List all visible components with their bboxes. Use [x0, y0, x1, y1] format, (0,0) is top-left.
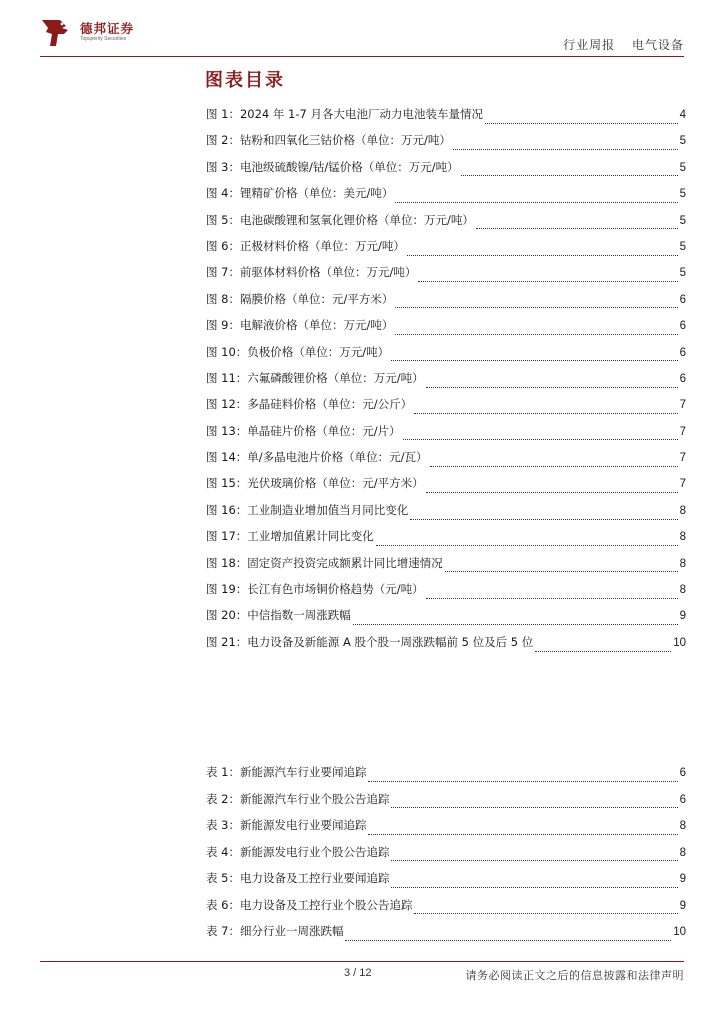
figure-toc-entry-label: 图 18：固定资产投资完成额累计同比增速情况 [206, 555, 443, 570]
figure-toc-entry[interactable] [206, 317, 686, 343]
dot-leader [391, 807, 677, 808]
figure-toc-entry[interactable] [206, 555, 686, 581]
table-toc-entry-label: 表 3：新能源发电行业要闻追踪 [206, 818, 367, 832]
figure-toc-entry-page: 5 [679, 240, 686, 253]
report-sector: 电气设备 [631, 38, 684, 52]
dot-leader [391, 860, 677, 861]
figure-toc-entry[interactable] [206, 185, 686, 211]
table-toc-entry[interactable] [206, 870, 686, 897]
figure-toc-entry[interactable] [206, 132, 686, 158]
figure-toc-entry-page: 5 [679, 161, 686, 174]
dot-leader [407, 255, 678, 256]
footer-divider [40, 961, 684, 962]
table-toc-entry-page: 8 [679, 820, 686, 832]
legal-disclaimer: 请务必阅读正文之后的信息披露和法律声明 [465, 969, 684, 982]
figure-toc-entry-label: 图 17：工业增加值累计同比变化 [206, 529, 374, 544]
dot-leader [353, 624, 678, 625]
figure-toc-entry-label: 图 1：2024 年 1-7 月各大电池厂动力电池装车量情况 [206, 107, 483, 121]
figure-toc-entry[interactable] [206, 370, 686, 396]
dot-leader [410, 519, 677, 520]
figure-toc-entry[interactable] [206, 528, 686, 554]
figure-toc-entry-label: 图 14：单/多晶电池片价格（单位：元/瓦） [206, 450, 428, 465]
dot-leader [426, 492, 678, 493]
figure-toc-entry[interactable] [206, 344, 686, 370]
table-toc-entry-page: 6 [679, 793, 686, 806]
table-toc-entry-page: 6 [679, 767, 686, 779]
dot-leader [461, 175, 678, 176]
table-toc-entry[interactable] [206, 844, 686, 871]
table-toc-entry-page: 9 [679, 873, 686, 885]
table-toc-entry-label: 表 7：细分行业一周涨跌幅 [206, 924, 344, 938]
figure-toc-entry-page: 5 [679, 267, 686, 280]
table-toc-entry-label: 表 1：新能源汽车行业要闻追踪 [206, 765, 367, 779]
dot-leader [535, 651, 671, 652]
figure-toc-entry[interactable] [206, 238, 686, 264]
dot-leader [414, 913, 677, 914]
page-number: 3 / 12 [344, 967, 372, 979]
figure-toc-entry-page: 9 [679, 610, 686, 623]
figure-toc-entry-page: 7 [679, 399, 686, 412]
logo-english-name: Topsperity Securities [80, 36, 127, 42]
dot-leader [414, 413, 677, 414]
figure-toc-entry-label: 图 21：电力设备及新能源 A 股个股一周涨跌幅前 5 位及后 5 位 [206, 634, 534, 649]
table-toc-entry[interactable] [206, 791, 686, 818]
company-logo [40, 16, 150, 50]
report-type: 行业周报 [563, 38, 616, 52]
figure-toc-entry-label: 图 11：六氟磷酸锂价格（单位：万元/吨） [206, 370, 424, 385]
figure-toc-entry[interactable] [206, 502, 686, 528]
dot-leader [395, 307, 677, 308]
figure-toc-entry[interactable] [206, 423, 686, 449]
figure-toc-entry-label: 图 5：电池碳酸锂和氢氧化锂价格（单位：万元/吨） [206, 212, 474, 227]
table-toc-entry[interactable] [206, 897, 686, 924]
figure-toc-entry-page: 7 [679, 452, 686, 465]
dot-leader [345, 940, 671, 941]
figure-toc-entry-page: 6 [679, 293, 686, 306]
dot-leader [476, 228, 678, 229]
figure-toc-entry-page: 8 [679, 531, 686, 544]
figure-toc-entry[interactable] [206, 449, 686, 475]
figure-toc-entry-label: 图 15：光伏玻璃价格（单位：元/平方米） [206, 476, 424, 491]
figure-toc-entry[interactable] [206, 475, 686, 501]
figure-toc-entry-label: 图 3：电池级硫酸镍/钴/锰价格（单位：万元/吨） [206, 159, 459, 174]
dot-leader [403, 439, 678, 440]
figure-toc-entry-page: 8 [679, 557, 686, 570]
figure-toc-entry-label: 图 13：单晶硅片价格（单位：元/片） [206, 423, 401, 438]
dot-leader [368, 781, 677, 782]
dot-leader [395, 334, 677, 335]
figure-toc-entry[interactable] [206, 291, 686, 317]
dot-leader [430, 466, 678, 467]
table-toc-entry-page: 8 [679, 846, 686, 859]
figure-toc-entry-label: 图 2：钴粉和四氧化三钴价格（单位：万元/吨） [206, 133, 451, 148]
figure-toc-entry-label: 图 4：锂精矿价格（单位：美元/吨） [206, 186, 394, 201]
figure-toc-entry-label: 图 10：负极价格（单位：万元/吨） [206, 344, 390, 359]
report-category [551, 36, 684, 53]
table-toc-entry[interactable] [206, 923, 686, 950]
figure-toc-entry-page: 6 [679, 320, 686, 333]
logo-name: 德邦证券 [80, 21, 135, 36]
figure-toc-entry-page: 5 [679, 214, 686, 227]
table-list [206, 764, 686, 950]
figure-toc-entry-page: 5 [679, 188, 686, 201]
figure-toc-entry[interactable] [206, 634, 686, 660]
figure-toc-entry-label: 图 7：前驱体材料价格（单位：万元/吨） [206, 265, 417, 280]
dot-leader [391, 887, 677, 888]
figure-toc-entry-label: 图 12：多晶硅料价格（单位：元/公斤） [206, 397, 413, 412]
dot-leader [426, 598, 678, 599]
figure-toc-entry[interactable] [206, 607, 686, 633]
figure-list [206, 106, 686, 660]
logo-mark-icon [40, 16, 74, 48]
figure-toc-entry-label: 图 8：隔膜价格（单位：元/平方米） [206, 291, 394, 306]
figure-toc-entry-page: 10 [673, 636, 686, 649]
dot-leader [418, 281, 677, 282]
figure-toc-entry[interactable] [206, 396, 686, 422]
figure-toc-entry[interactable] [206, 264, 686, 290]
figure-toc-entry[interactable] [206, 159, 686, 185]
dot-leader [368, 834, 677, 835]
figure-toc-entry[interactable] [206, 212, 686, 238]
figure-toc-entry-label: 图 20：中信指数一周涨跌幅 [206, 608, 351, 623]
table-toc-entry-page: 9 [679, 899, 686, 912]
figure-toc-entry-page: 8 [679, 504, 686, 517]
dot-leader [426, 387, 678, 388]
figure-toc-entry[interactable] [206, 106, 686, 132]
figure-toc-entry-label: 图 16：工业制造业增加值当月同比变化 [206, 502, 409, 517]
table-toc-entry-label: 表 2：新能源汽车行业个股公告追踪 [206, 791, 390, 806]
dot-leader [445, 571, 678, 572]
dot-leader [453, 149, 678, 150]
page-header [0, 0, 724, 60]
dot-leader [376, 545, 678, 546]
figure-toc-entry-label: 图 19：长江有色市场铜价格趋势（元/吨） [206, 582, 424, 597]
figure-toc-entry-label: 图 9：电解液价格（单位：万元/吨） [206, 318, 394, 333]
figure-toc-entry-page: 8 [679, 584, 686, 597]
table-toc-entry-label: 表 5：电力设备及工控行业要闻追踪 [206, 871, 390, 885]
figure-toc-entry[interactable] [206, 581, 686, 607]
table-toc-entry[interactable] [206, 764, 686, 791]
header-divider [40, 56, 684, 57]
table-toc-entry-page: 10 [673, 926, 686, 938]
figure-toc-entry-page: 4 [679, 109, 686, 121]
figure-toc-entry-page: 6 [679, 346, 686, 359]
table-toc-entry-label: 表 4：新能源发电行业个股公告追踪 [206, 844, 390, 859]
figure-toc-entry-page: 6 [679, 372, 686, 385]
dot-leader [485, 123, 678, 124]
figure-toc-entry-label: 图 6：正极材料价格（单位：万元/吨） [206, 238, 405, 253]
dot-leader [395, 202, 677, 203]
figure-toc-entry-page: 7 [679, 478, 686, 491]
figure-toc-entry-page: 7 [679, 425, 686, 438]
table-toc-entry[interactable] [206, 817, 686, 844]
table-toc-entry-label: 表 6：电力设备及工控行业个股公告追踪 [206, 897, 413, 912]
dot-leader [391, 360, 677, 361]
toc-title: 图表目录 [205, 70, 285, 91]
figure-toc-entry-page: 5 [679, 135, 686, 148]
